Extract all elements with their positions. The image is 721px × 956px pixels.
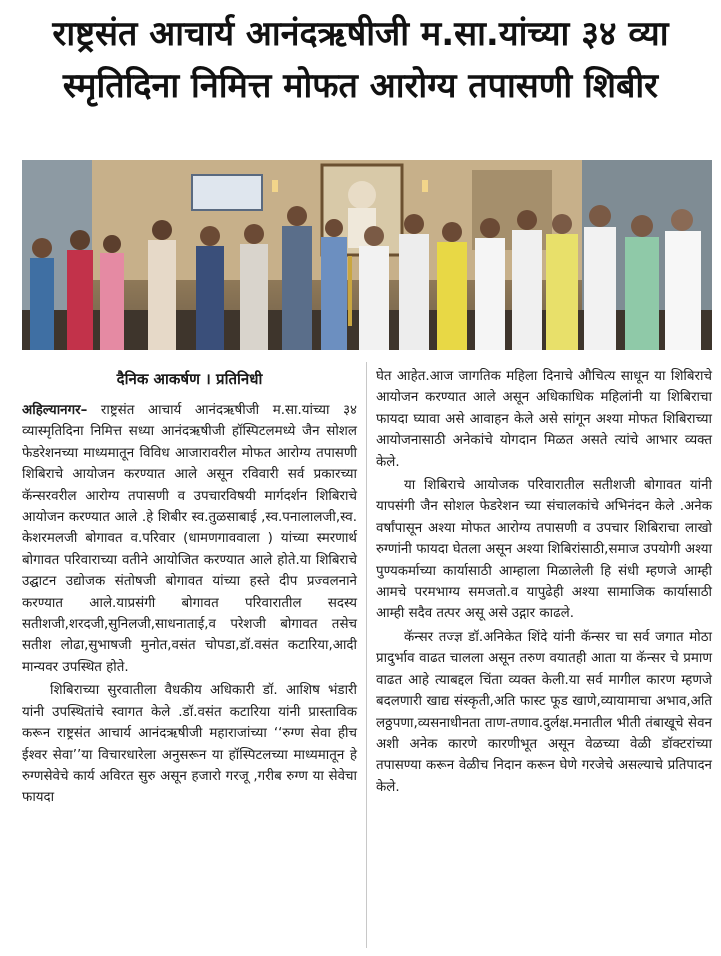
- byline: दैनिक आकर्षण । प्रतिनिधी: [116, 370, 263, 388]
- headline-line-1: राष्ट्रसंत आचार्य आनंदऋषीजी म.सा.यांच्या ३४ व्या: [52, 14, 669, 54]
- article-paragraph: या शिबिराचे आयोजक परिवारातील सतीशजी बोगावत यांनी यापसंगी जैन सोशल फेडरेशन च्या संचालकांचे अभिनंदन केले .अनेक वर्षांपासून अश्या मोफत आरोग्य तपासणी व उपचार शिबिराचा लाखो रुग्णांनी फायदा घेतला असून अश्या शिबिरांसाठी,समाज उपयोगी अश्या पुण्यकर्माच्या कार्यासाठी आम्हाला मिळालेली हि संधी म्हणजे आम्ही आमचे परमभाग्य समजतो.व यापुढेही अश्या सामाजिक कार्यासाठी आम्ही सदैव तत्पर असू असे उद्गार काढले.: [376, 478, 712, 622]
- article-paragraph: शिबिराच्या सुरवातीला वैधकीय अधिकारी डॉ. आशिष भंडारी यांनी उपस्थितांचे स्वागत केले .डॉ.वसंत कटारिया यांनी प्रास्ताविक करून राष्ट्रसंत आचार्य आनंदऋषीजी महाराजांच्या ‘‘रुग्ण सेवा हीच ईश्वर सेवा’’या विचारधारेला अनुसरून या हॉस्पिटलच्या माध्यमातून हे रुग्णसेवेचे कार्य अविरत सुरु असून हजारो गरजू ,गरीब रुग्ण या सेवेचा फायदा: [22, 683, 357, 806]
- article-column-left: [22, 400, 357, 811]
- article-paragraph: घेत आहेत.आज जागतिक महिला दिनाचे औचित्य साधून या शिबिराचे आयोजन करण्यात आले असून अधिकाधिक महिलांनी या शिबिराचा फायदा घ्यावा असे आवाहन केले असे सांगून अश्या मोफत शिबिराच्या आयोजनासाठी अनेकांचे योगदान मिळत असते त्यांचे आभार व्यक्त केले.: [376, 369, 712, 470]
- dateline: अहिल्यानगर–: [22, 403, 88, 418]
- article-paragraph: कॅन्सर तज्ज्ञ डॉ.अनिकेत शिंदे यांनी कॅन्सर चा सर्व जगात मोठा प्रादुर्भाव वाढत चालला असून तरुण वयातही आता या कॅन्सर चे प्रमाण वाढत आहे त्याबद्दल चिंता व्यक्त केली.या सर्व मागील कारण म्हणजे बदलणारी खाद्य संस्कृती,अति फास्ट फूड खाणे,व्यायामाचा अभाव,अति लठ्ठपणा,व्यसनाधीनता ताण-तणाव.दुर्लक्ष.मनातील भीती तंबाखूचे सेवन अशी अनेक कारणे कारणीभूत असून वेळच्या वेळी डॉक्टरांच्या तपासण्या करून वेळीच निदान करून घेणे गरजेचे असल्याचे प्रतिपादन केले.: [376, 629, 712, 795]
- article-column-right: [376, 366, 712, 800]
- article-paragraph: [22, 400, 357, 678]
- event-photo-illustration: [22, 160, 712, 350]
- event-photo: [22, 160, 712, 350]
- headline: [0, 8, 721, 112]
- headline-line-2: स्मृतिदिना निमित्त मोफत आरोग्य तपासणी शिबीर: [62, 66, 659, 106]
- column-divider: [366, 362, 367, 948]
- article-text: राष्ट्रसंत आचार्य आनंदऋषीजी म.सा.यांच्या ३४ व्यास्मृतिदिना निमित्त सध्या आनंदऋषीजी हॉस्पिटलमध्ये जैन सोशल फेडरेशनच्या माध्यमातून विविध आजारावरील मोफत आरोग्य तपासणी शिबिराचे आयोजन करण्यात आले असून रविवारी सर्व प्रकारच्या कॅन्सरवरील आरोग्य तपासणी व उपचारविषयी मार्गदर्शन शिबिराचे आयोजन करण्यात आले .हे शिबीर स्व.तुळसाबाई ,स्व.पनालालजी,स्व. केशरमलजी बोगावत व.परिवार (धामणगाववाला ) यांच्या स्मरणार्थ बोगावत परिवाराच्या वतीने आयोजित करण्यात आले होते.या शिबिराचे उद्घाटन उद्योजक संतोषजी बोगावत यांच्या हस्ते दीप प्रज्वलनाने करण्यात आले.याप्रसंगी बोगावत परिवारातील सदस्य सतीशजी,शरदजी,सुनिलजी,साधनाताई,व परेशजी बोगावत तसेच सतीश लोढा,सुभाषजी मुनोत,वसंत चोपडा,डॉ.वसंत कटारिया,आदी मान्यवर उपस्थित होते.: [22, 403, 357, 675]
